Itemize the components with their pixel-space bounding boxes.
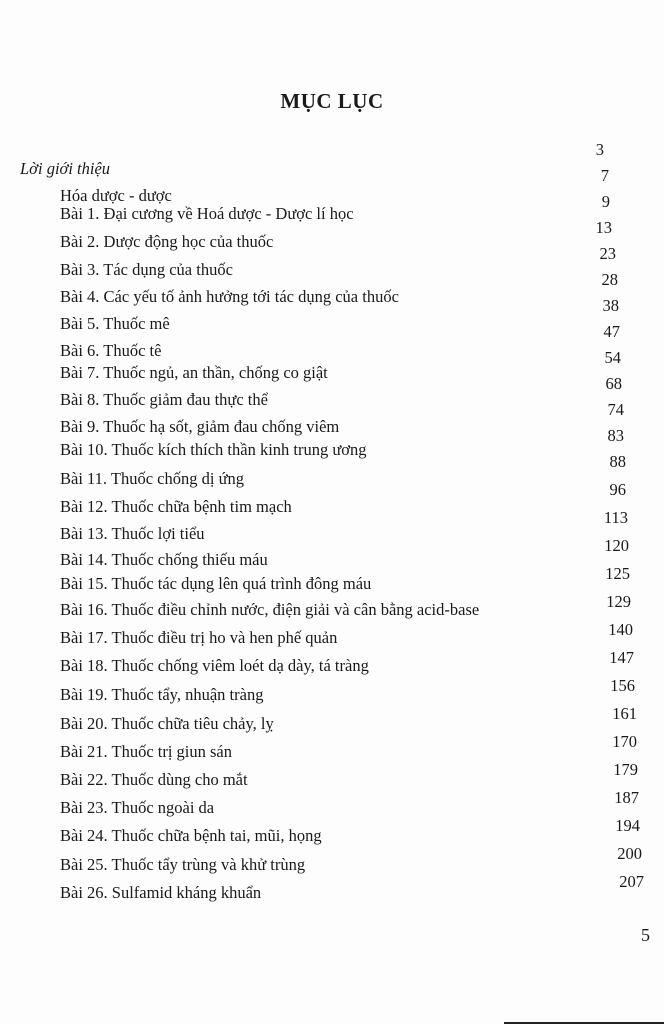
toc-entry-title: Bài 21. Thuốc trị giun sán [60,742,233,761]
toc-entry-title: Bài 7. Thuốc ngủ, an thần, chống co giật [60,363,328,382]
toc-entry-page: 194 [615,816,640,835]
toc-entry-page: 161 [612,704,637,723]
toc-entry-title: Bài 13. Thuốc lợi tiểu [60,524,205,543]
toc-entry-title: Bài 15. Thuốc tác dụng lên quá trình đông máu [60,574,372,593]
toc-entry-title: Bài 18. Thuốc chống viêm loét dạ dày, tá tràng [60,656,369,675]
toc-entry-title: Bài 17. Thuốc điều trị ho và hen phế quản [60,628,338,647]
toc-entry-title: Bài 8. Thuốc giảm đau thực thể [60,390,268,409]
toc-entry-title: Bài 16. Thuốc điều chỉnh nước, điện giải và cân bằng acid-base [60,600,480,619]
toc-entry-title: Bài 5. Thuốc mê [60,314,170,333]
toc-entry-title: Bài 20. Thuốc chữa tiêu chảy, lỵ [60,714,274,733]
toc-entry-title: Bài 6. Thuốc tê [60,341,162,360]
toc-entry-title: Bài 4. Các yếu tố ảnh hưởng tới tác dụng của thuốc [60,287,399,306]
toc-entry-title: Bài 10. Thuốc kích thích thần kinh trung ương [60,440,367,459]
toc-entry-title: Bài 25. Thuốc tẩy trùng và khử trùng [60,855,306,874]
toc-entry-title: Bài 23. Thuốc ngoài da [60,798,215,817]
toc-entry-page: 7 [600,166,609,185]
toc-entry-page: 207 [619,872,644,891]
toc-entry-page: 147 [609,648,634,667]
toc-entry-page: 125 [605,564,630,583]
toc-entry-title: Bài 11. Thuốc chống dị ứng [60,469,245,488]
toc-entry-page: 140 [608,620,633,639]
toc-entry-page: 3 [595,140,604,159]
toc-entry-page: 120 [604,536,629,555]
toc-entry-page: 187 [614,788,639,807]
toc-entry-page: 28 [601,270,618,289]
toc-entry-page: 113 [603,508,628,527]
toc-entry-title: Bài 1. Đại cương về Hoá dược - Dược lí học [60,204,354,223]
toc-entry-title: Bài 19. Thuốc tẩy, nhuận tràng [60,685,264,704]
page-title: MỤC LỤC [280,89,384,113]
toc-entry-page: 129 [606,592,631,611]
toc-entry-page: 13 [595,218,612,237]
toc-entry-title: Lời giới thiệu [20,159,111,178]
toc-entry-title: Hóa dược - dược [60,186,172,205]
toc-entry-page: 200 [617,844,642,863]
toc-entry-title: Bài 12. Thuốc chữa bệnh tim mạch [60,497,292,516]
toc-entry-page: 170 [612,732,637,751]
page-number: 5 [641,925,650,945]
toc-entry-title: Bài 9. Thuốc hạ sốt, giảm đau chống viêm [60,417,340,436]
toc-entry-page: 47 [603,322,620,341]
toc-entry-page: 83 [607,426,624,445]
toc-entry-title: Bài 24. Thuốc chữa bệnh tai, mũi, họng [60,826,322,845]
toc-entry-page: 88 [609,452,626,471]
toc-entry-title: Bài 14. Thuốc chống thiếu máu [60,550,268,569]
toc-entry-title: Bài 22. Thuốc dùng cho mắt [60,770,248,789]
toc-entry-page: 179 [613,760,638,779]
toc-entry-page: 96 [609,480,626,499]
toc-entry-page: 38 [602,296,619,315]
toc-entry-page: 23 [599,244,616,263]
toc-entry-page: 54 [604,348,621,367]
toc-entry-title: Bài 2. Dược động học của thuốc [60,232,274,251]
toc-entry-page: 68 [605,374,622,393]
toc-entry-page: 9 [601,192,610,211]
toc-entry-page: 74 [607,400,624,419]
toc-entry-title: Bài 3. Tác dụng của thuốc [60,260,233,279]
toc-entry-title: Bài 26. Sulfamid kháng khuẩn [60,883,262,902]
toc-entry-page: 156 [610,676,635,695]
